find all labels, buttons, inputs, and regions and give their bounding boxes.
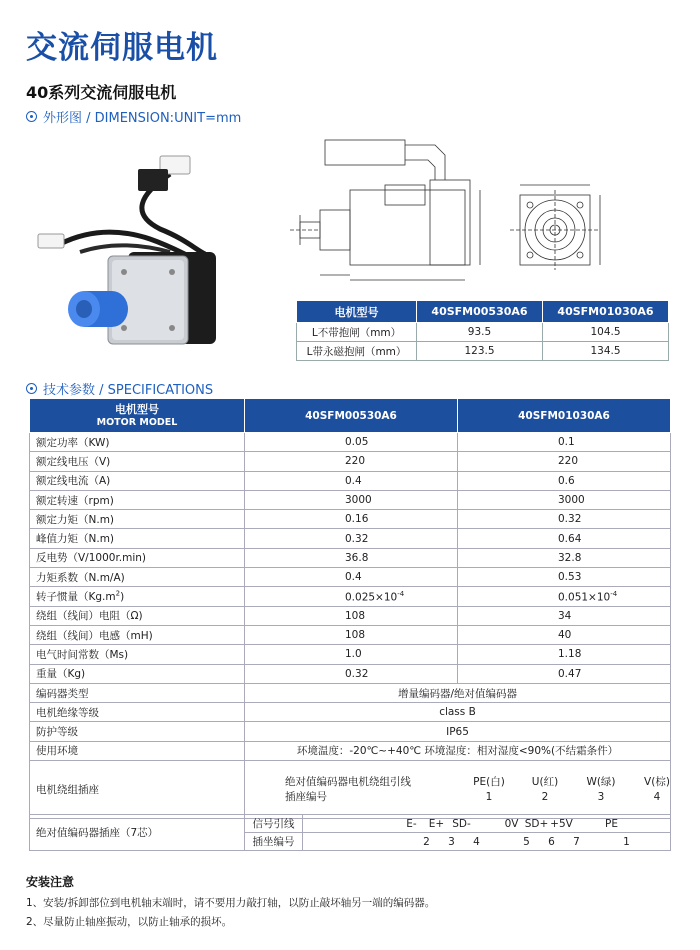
table-row — [30, 490, 671, 509]
row-label — [30, 587, 245, 606]
row-label: 额定转速（rpm) — [30, 490, 245, 509]
signal-values — [303, 815, 671, 833]
table-cell: 3000 — [458, 490, 671, 509]
motor-photo — [20, 134, 250, 359]
pin-item: 3 — [448, 835, 455, 848]
table-cell: 3000 — [245, 490, 458, 509]
row-label: 反电势（V/1000r.min) — [30, 548, 245, 567]
winding-pin: 4 — [653, 790, 661, 803]
table-row — [30, 683, 671, 702]
table-cell: 0.05 — [245, 433, 458, 452]
dimension-drawing — [280, 130, 680, 295]
row-label: 使用环境 — [30, 741, 245, 760]
table-row — [30, 433, 671, 452]
table-row — [30, 529, 671, 548]
winding-lead: U(红) — [531, 775, 559, 788]
row-label: L带永磁抱闸（mm） — [297, 342, 417, 361]
dimension-col-1: 40SFM00530A6 — [417, 301, 543, 323]
table-cell: 40 — [458, 625, 671, 644]
page-title: 交流伺服电机 — [26, 30, 218, 66]
model-header-cell — [30, 399, 245, 433]
row-label: 额定线电压（V) — [30, 452, 245, 471]
table-row — [30, 722, 671, 741]
winding-lead: W(绿) — [586, 775, 616, 788]
circle-bullet-icon — [26, 383, 37, 394]
pin-row — [389, 836, 670, 848]
table-row — [30, 606, 671, 625]
table-cell: 134.5 — [543, 342, 669, 361]
dimension-heading — [26, 107, 241, 126]
table-row — [297, 323, 669, 342]
table-row — [30, 471, 671, 490]
table-cell: 104.5 — [543, 323, 669, 342]
signal-item: PE — [605, 817, 618, 830]
table-cell: 0.32 — [458, 510, 671, 529]
inertia-value: 0.025×10 — [345, 591, 398, 604]
winding-lead: V(棕) — [644, 775, 670, 788]
table-cell: 0.32 — [245, 664, 458, 683]
signal-label: 信号引线 — [245, 815, 303, 833]
signal-item — [474, 818, 499, 830]
row-label: 防护等级 — [30, 722, 245, 741]
pin-label: 插坐编号 — [245, 833, 303, 851]
dimension-col-2: 40SFM01030A6 — [543, 301, 669, 323]
table-row — [30, 587, 671, 606]
table-cell: 0.1 — [458, 433, 671, 452]
row-label: 峰值力矩（N.m) — [30, 529, 245, 548]
table-cell: 0.4 — [245, 471, 458, 490]
row-label: 额定力矩（N.m) — [30, 510, 245, 529]
table-row — [30, 568, 671, 587]
row-label: 力矩系数（N.m/A) — [30, 568, 245, 587]
signal-item: +5V — [550, 817, 573, 830]
table-row — [30, 510, 671, 529]
series-title: 40系列交流伺服电机 — [26, 83, 177, 102]
row-label: 电机绝缘等级 — [30, 703, 245, 722]
pin-item: 6 — [548, 835, 555, 848]
signal-item: SD- — [452, 817, 471, 830]
row-label: 绕组（线间）电感（mH) — [30, 625, 245, 644]
table-cell: 0.53 — [458, 568, 671, 587]
table-cell: 123.5 — [417, 342, 543, 361]
table-row — [30, 645, 671, 664]
table-cell — [458, 587, 671, 606]
insulation-value: class B — [245, 703, 671, 722]
pin-item: 2 — [423, 835, 430, 848]
encoder-socket-table — [29, 814, 671, 851]
table-row — [30, 741, 671, 760]
signal-row — [399, 818, 670, 830]
winding-pin: 2 — [541, 790, 549, 803]
pin-item: 1 — [623, 835, 630, 848]
winding-lead: PE(白) — [473, 775, 505, 788]
table-cell: 32.8 — [458, 548, 671, 567]
row-label: 绕组（线间）电阻（Ω) — [30, 606, 245, 625]
inertia-exp: -4 — [397, 589, 405, 598]
inertia-label-close: ) — [120, 591, 125, 604]
pin-item — [489, 836, 514, 848]
specs-col-2: 40SFM01030A6 — [458, 399, 671, 433]
circle-bullet-icon — [26, 111, 37, 122]
inertia-exp: -4 — [610, 589, 618, 598]
model-header-cn: 电机型号 — [115, 402, 159, 416]
table-row — [297, 342, 669, 361]
table-cell: 93.5 — [417, 323, 543, 342]
row-label: 额定线电流（A) — [30, 471, 245, 490]
specs-table-header — [30, 399, 671, 433]
signal-item — [574, 818, 599, 830]
table-row — [30, 548, 671, 567]
table-cell: 0.4 — [245, 568, 458, 587]
row-label: L不带抱闸（mm） — [297, 323, 417, 342]
table-row — [30, 664, 671, 683]
table-cell: 0.16 — [245, 510, 458, 529]
table-cell: 0.64 — [458, 529, 671, 548]
table-cell: 108 — [245, 606, 458, 625]
row-label: 电机绕组插座 — [30, 761, 245, 819]
table-cell: 0.47 — [458, 664, 671, 683]
table-row — [30, 761, 671, 819]
inertia-label-sup: 2 — [115, 589, 121, 598]
encoder-type-value: 增量编码器/绝对值编码器 — [245, 683, 671, 702]
row-label: 重量（Kg) — [30, 664, 245, 683]
table-cell: 36.8 — [245, 548, 458, 567]
table-cell: 108 — [245, 625, 458, 644]
pin-item: 7 — [573, 835, 580, 848]
table-cell: 1.18 — [458, 645, 671, 664]
table-cell: 0.6 — [458, 471, 671, 490]
model-header-en: MOTOR MODEL — [96, 416, 178, 428]
pin-item: 4 — [473, 835, 480, 848]
signal-item: SD+ — [524, 817, 549, 830]
table-cell: 220 — [245, 452, 458, 471]
table-cell: 34 — [458, 606, 671, 625]
winding-pin: 1 — [485, 790, 493, 803]
signal-item: 0V — [504, 817, 519, 830]
pin-item — [589, 836, 614, 848]
table-cell — [245, 587, 458, 606]
dimension-table — [296, 300, 669, 361]
inertia-value: 0.051×10 — [558, 591, 611, 604]
signal-item: E+ — [428, 817, 445, 830]
row-label: 电气时间常数（Ms) — [30, 645, 245, 664]
note-item: 1、安装/拆卸部位到电机轴末端时，请不要用力敲打轴，以防止敲坏轴另一端的编码器。 — [26, 897, 436, 909]
winding-pin: 3 — [597, 790, 605, 803]
dimension-table-header — [297, 301, 669, 323]
dimension-heading-text: 外形图 / DIMENSION:UNIT=mm — [43, 111, 242, 126]
protection-value: IP65 — [245, 722, 671, 741]
row-label: 额定功率（KW) — [30, 433, 245, 452]
table-row — [30, 452, 671, 471]
dimension-col-model: 电机型号 — [297, 301, 417, 323]
winding-grid — [285, 776, 670, 804]
notes-title: 安装注意 — [26, 875, 75, 889]
environment-value: 环境温度：-20℃~+40℃ 环境湿度：相对湿度<90%(不结霜条件） — [245, 741, 671, 760]
pin-item: 5 — [523, 835, 530, 848]
winding-desc-line2: 插座编号 — [285, 790, 327, 803]
winding-cell — [245, 761, 671, 819]
signal-item: E- — [406, 817, 417, 830]
table-row — [30, 815, 671, 833]
winding-desc-line1: 绝对值编码器电机绕组引线 — [285, 775, 411, 788]
row-label: 编码器类型 — [30, 683, 245, 702]
table-cell: 1.0 — [245, 645, 458, 664]
specs-heading — [26, 379, 213, 398]
table-row — [30, 625, 671, 644]
inertia-label: 转子惯量（Kg.m — [36, 591, 116, 604]
table-cell: 220 — [458, 452, 671, 471]
table-row — [30, 703, 671, 722]
note-item: 2、尽量防止轴座振动，以防止轴承的损坏。 — [26, 916, 233, 928]
pin-values — [303, 833, 671, 851]
specs-col-1: 40SFM00530A6 — [245, 399, 458, 433]
specifications-table — [29, 398, 671, 819]
table-cell: 0.32 — [245, 529, 458, 548]
pin-item — [389, 836, 414, 848]
row-label: 绝对值编码器插座（7芯） — [30, 815, 245, 851]
specs-heading-text: 技术参数 / SPECIFICATIONS — [43, 383, 214, 398]
